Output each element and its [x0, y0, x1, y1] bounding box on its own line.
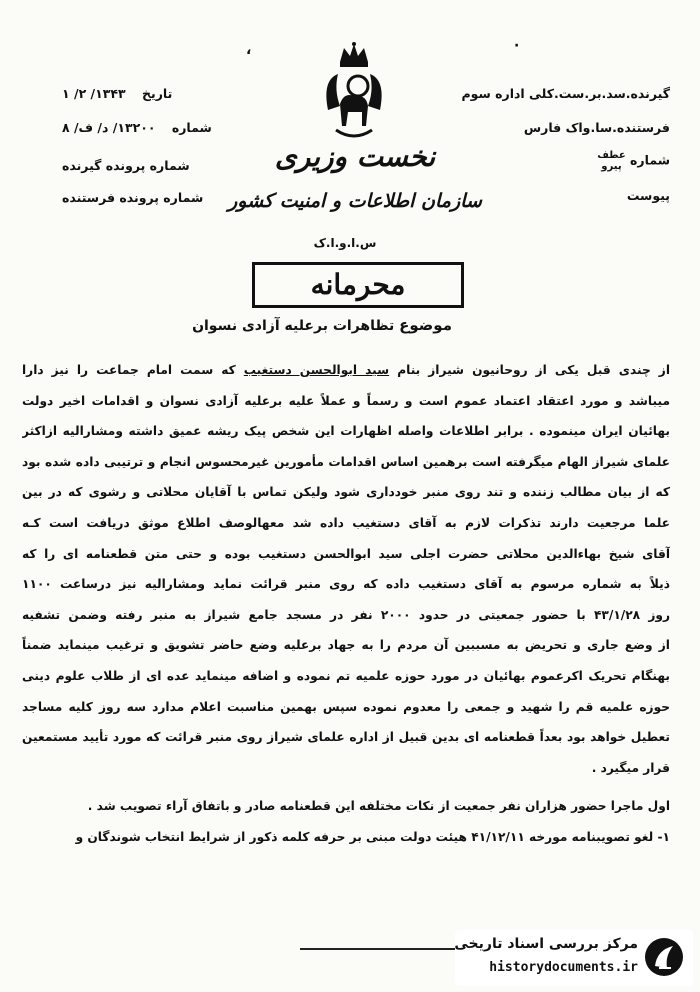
body-line: میباشد و مورد اعتقاد اعتماد عموم است و رسماً و عملاً علیه برعلیه آزادی نسوان و اقدامات اخیر دولت — [22, 393, 670, 408]
number-label: شماره — [171, 120, 212, 135]
sender-file-line: شماره پرونده فرستنده — [62, 190, 204, 205]
body-line: قرار میگیرد . — [591, 760, 670, 775]
body-line: که از بیان مطالب زننده و تند روی منبر خودداری شود ولیکن تماس با آقایان محلاتی و رشوی که در بین — [22, 485, 670, 500]
date-value: ۱۳۴۳/ ۲/ ۱ — [62, 86, 126, 101]
watermark — [455, 930, 693, 986]
body-line: بهنگام تحریک اکرعموم بهائیان در مورد حوزه علمیه تم نموده و اضافه مینماید عده ای از طلاب علوم دینی — [22, 668, 670, 683]
watermark-url: historydocuments.ir — [489, 960, 638, 975]
confidential-stamp: محرمانه — [252, 262, 464, 308]
body-line-1-start: از چندی قبل یکی از روحانیون شیراز بنام — [397, 363, 670, 377]
body-line: تعطیل خواهد بود بعداً قطعنامه ای بدین قبیل از اداره علمای شیراز روی منبر قرائت که مورد تأیید مستمعین — [22, 730, 670, 745]
corner-mark: ، — [246, 42, 252, 58]
organization-name: سازمان اطلاعات و امنیت کشور — [228, 190, 482, 212]
number-line — [62, 120, 212, 136]
body-line: از وضع جاری و تحریض به مسببین آن مردم را به جهاد برعلیه وضع حاضر تشویق و ترغیب مینماید ضمناً — [22, 638, 670, 653]
body-line: بهائیان ایران مینموده . برابر اطلاعات واصله اظهارات این شخص پیک ریشه عمیق داشته ومشارالیه ازاکثر — [22, 424, 670, 439]
body-line: آقای شیخ بهاءالدین محلاتی حضرت اجلی سید ابوالحسن دستغیب بوده و حتی متن قطعنامه ای را که — [22, 546, 670, 561]
savak-code: س.ا.و.ا.ک — [313, 236, 377, 250]
prime-ministry-title: نخست وزیری — [274, 140, 436, 173]
archive-logo-icon — [643, 936, 685, 978]
lion-and-sun-emblem-icon — [318, 40, 390, 148]
subject-label: موضوع — [399, 316, 452, 334]
body-line-16: ۱- لغو تصویبنامه مورخه ۴۱/۱۲/۱۱ هیئت دولت مبنی بر حرفه کلمه ذکور از شرایط انتخاب شوندگان و — [75, 829, 670, 844]
number-ref-label: شماره — [630, 152, 670, 168]
number-value: ۱۳۲۰۰/ د/ ف/ ۸ — [62, 120, 156, 135]
body-line: ذیلاً به شماره مرسوم به آقای دستغیب داده که روی منبر قرائت نماید ومشارالیه نیز درساعت ۱۱۰۰ — [22, 577, 670, 592]
body-line-1 — [22, 355, 670, 386]
sender-line: فرستنده.سا.واک فارس — [523, 120, 670, 135]
body-line: علما مرجعیت دارند تذکرات لازم به آقای دستغیب داده شد معهالوصف اطلاع موثق دریافت است کـه — [22, 515, 670, 530]
corner-mark-2: · — [514, 38, 520, 54]
body-line: حوزه علمیه قم را شهید و جمعی را معدوم نموده سپس بهمین مناسبت اعلام مدارد سه روز کلیه مساجد — [22, 699, 670, 714]
number-ref-line — [597, 150, 670, 172]
date-line — [62, 86, 172, 102]
date-label: تاریخ — [142, 86, 173, 101]
underlined-name: سید ابوالحسن دستغیب — [243, 363, 390, 377]
body-line: روز ۴۳/۱/۲۸ با حضور جمعیتی در حدود ۲۰۰۰ نفر در مسجد جامع شیراز به منبر رفته وضمن تشفیه — [22, 607, 670, 622]
watermark-name: مرکز بررسی اسناد تاریخی — [454, 936, 638, 952]
subject-line — [192, 316, 452, 334]
signature-area — [300, 920, 470, 950]
recipient-file-line: شماره پرونده گیرنده — [62, 158, 190, 173]
document-body — [22, 355, 670, 853]
attachment-line: پیوست — [626, 188, 670, 203]
ref-atf: عطف — [597, 150, 626, 161]
body-line-15: اول ماجرا حضور هزاران نفر جمعیت از نکات مختلفه این قطعنامه صادر و باتفاق آراء تصویب شد . — [87, 799, 670, 814]
body-line-1-end: که سمت امام جماعت را نیز دارا — [22, 363, 236, 377]
body-line: علمای شیراز الهام میگرفته است برهمین اساس اقدامات مأمورین غیرمحسوس انجام و ترتیبی داده شده بود — [22, 454, 670, 469]
ref-peyro: پیرو — [601, 161, 622, 172]
subject-text: تظاهرات برعلیه آزادی نسوان — [192, 318, 395, 334]
recipient-line: گیرنده.سد.بر.ست.کلی اداره سوم — [461, 86, 670, 101]
